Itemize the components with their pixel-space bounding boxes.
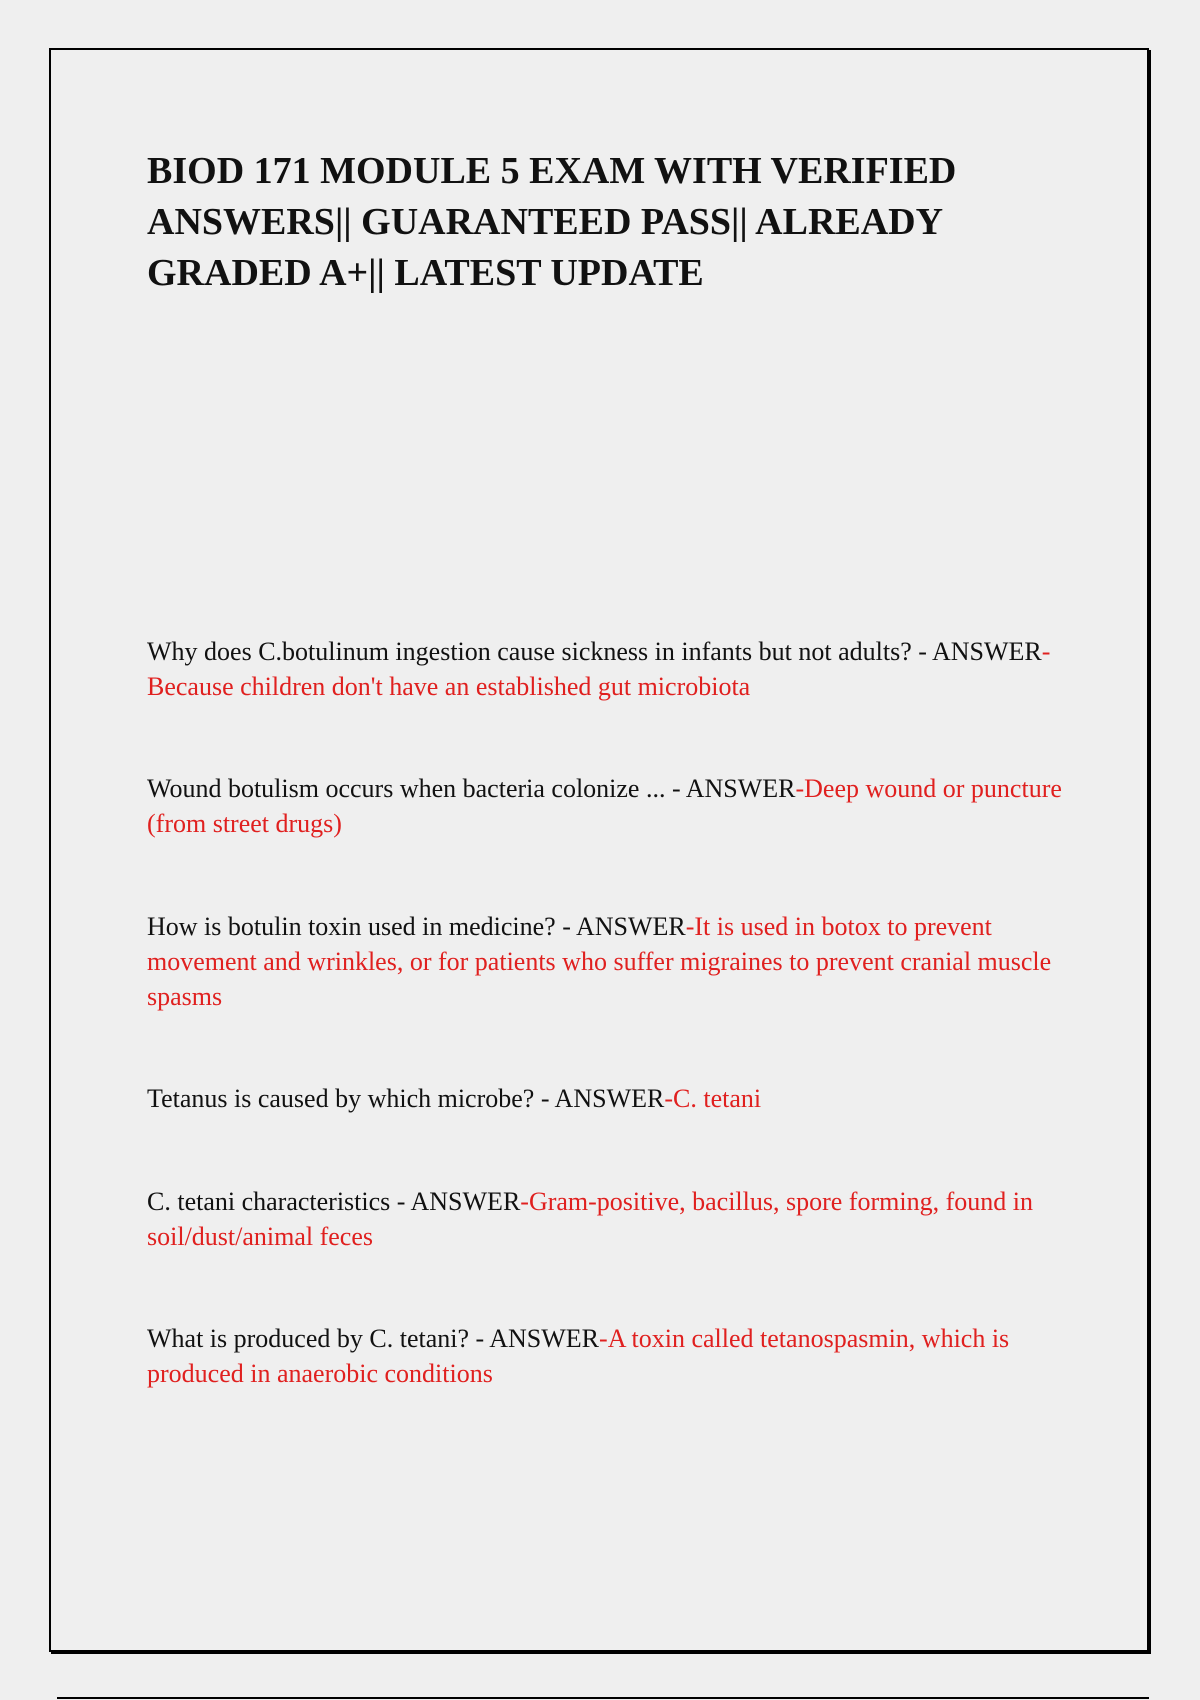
- question-text: Wound botulism occurs when bacteria colonize ... - ANSWER: [147, 774, 796, 803]
- qa-item-5: [147, 1184, 1067, 1254]
- question-text: How is botulin toxin used in medicine? - ANSWER: [147, 912, 686, 941]
- qa-item-6: [147, 1321, 1067, 1391]
- question-text: What is produced by C. tetani? - ANSWER: [147, 1324, 600, 1353]
- qa-item-2: [147, 771, 1067, 841]
- qa-item-4: [147, 1081, 1067, 1116]
- answer-text: -C. tetani: [664, 1084, 762, 1113]
- answer-text: -Gram-positive, bacillus, spore forming, found in soil/dust/animal feces: [147, 1187, 1033, 1251]
- question-text: Why does C.botulinum ingestion cause sickness in infants but not adults? - ANSWER: [147, 637, 1042, 666]
- document-title: BIOD 171 MODULE 5 EXAM WITH VERIFIED ANSWERS|| GUARANTEED PASS|| ALREADY GRADED A+|| LATEST UPDATE: [147, 150, 957, 294]
- qa-item-3: [147, 909, 1067, 1014]
- question-text: C. tetani characteristics - ANSWER: [147, 1187, 521, 1216]
- question-text: Tetanus is caused by which microbe? - ANSWER: [147, 1084, 665, 1113]
- answer-text: -It is used in botox to prevent movement and wrinkles, or for patients who suffer migraines to prevent cranial muscle spasms: [147, 912, 1052, 1011]
- next-page-edge: [57, 1697, 1149, 1699]
- document-page: [49, 48, 1149, 1652]
- answer-text: -Deep wound or puncture (from street drugs): [147, 774, 1062, 838]
- answer-text: -A toxin called tetanospasmin, which is produced in anaerobic conditions: [147, 1324, 1010, 1388]
- answer-text: -Because children don't have an established gut microbiota: [147, 637, 1051, 701]
- qa-item-1: [147, 634, 1067, 704]
